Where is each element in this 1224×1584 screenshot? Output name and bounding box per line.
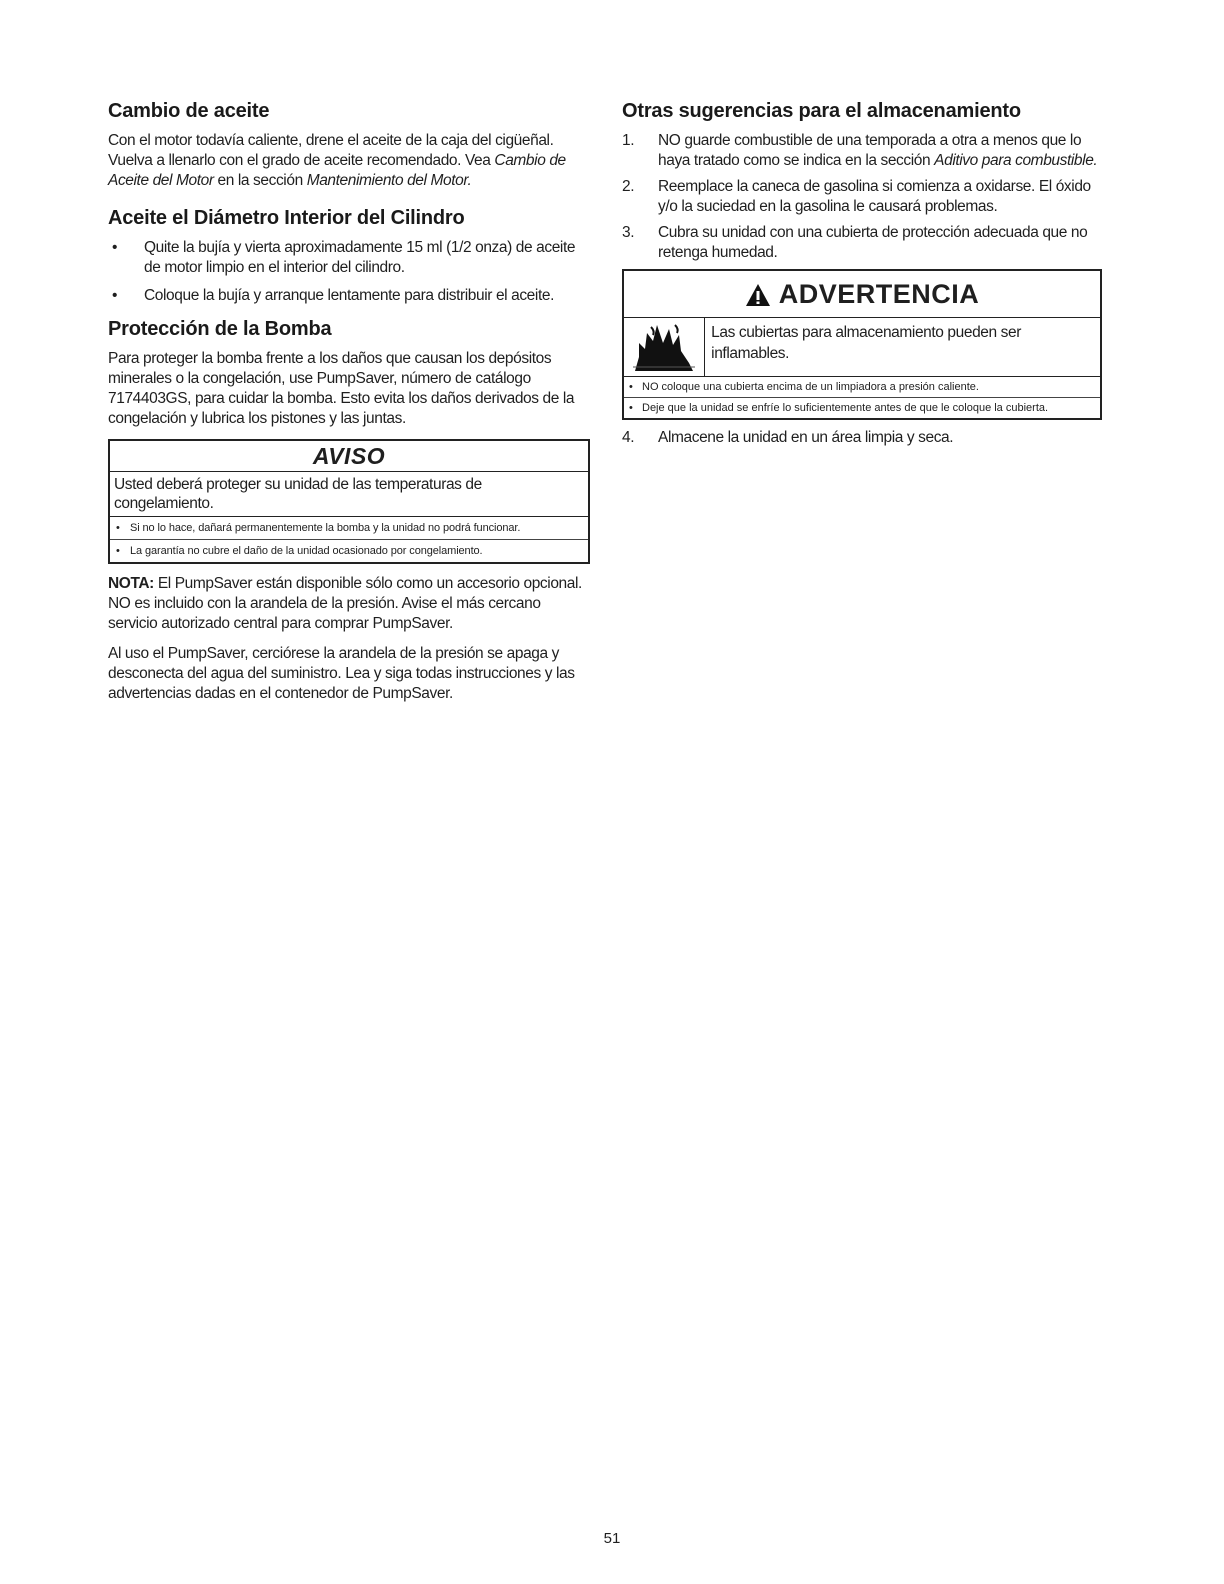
notice-box (108, 439, 590, 564)
warning-heading (624, 271, 1100, 318)
warning-item-text: Deje que la unidad se enfríe lo suficientemente antes de que le coloque la cubierta. (642, 402, 1049, 414)
bullet-icon: • (116, 522, 120, 534)
list-ref: Aditivo para combustible. (934, 152, 1098, 169)
fire-icon (624, 318, 705, 376)
warning-item-text: NO coloque una cubierta encima de un limpiadora a presión caliente. (642, 381, 979, 393)
notice-heading: AVISO (110, 441, 588, 472)
pump-text: Para proteger la bomba frente a los daños que causan los depósitos minerales o la congelación, use PumpSaver, número de catálogo 7174403GS, para cuidar la bomba. Esto evita los daños derivados de la congelación y lubrica los pistones y las juntas. (108, 350, 575, 427)
list-item (622, 223, 1102, 263)
list-text: Almacene la unidad en un área limpia y seca. (658, 429, 954, 446)
list-number: 3. (622, 224, 635, 241)
bullet-icon: • (629, 402, 633, 414)
list-item (622, 131, 1102, 171)
list-text: Cubra su unidad con una cubierta de protección adecuada que no retenga humedad. (658, 224, 1088, 261)
bullet-icon: • (112, 239, 118, 256)
notice-item-text: La garantía no cubre el daño de la unidad ocasionado por congelamiento. (130, 545, 483, 557)
warning-item (624, 377, 1100, 397)
warning-main (624, 318, 1100, 377)
notice-item (110, 539, 588, 562)
oil-text-b: en la sección (213, 172, 307, 189)
oil-ref-engine-oil: Cambio de Aceite del Motor (108, 152, 566, 189)
note-label: NOTA: (108, 575, 154, 592)
list-text: NO guarde combustible de una temporada a otra a menos que lo haya tratado como se indica en la sección (658, 132, 1082, 169)
list-item (622, 428, 1102, 448)
notice-body: Usted deberá proteger su unidad de las temperaturas de congelamiento. (110, 472, 588, 517)
section-title-storage: Otras sugerencias para el almacenamiento (622, 100, 1021, 122)
final-paragraph: Al uso el PumpSaver, cerciórese la arandela de la presión se apaga y desconecta del agua del suministro. Lea y siga todas instrucciones y las advertencias dadas en el contenedor de PumpSaver. (108, 645, 575, 702)
note-paragraph (108, 574, 590, 634)
oil-ref-maintenance: Mantenimiento del Motor. (306, 172, 472, 189)
notice-item (110, 517, 588, 539)
warning-box (622, 269, 1102, 420)
notice-item-text: Si no lo hace, dañará permanentemente la bomba y la unidad no podrá funcionar. (130, 522, 521, 534)
page-number: 51 (603, 1530, 621, 1547)
list-text: Reemplace la caneca de gasolina si comienza a oxidarse. El óxido y/o la suciedad en la gasolina le causará problemas. (658, 178, 1091, 215)
storage-list-continued (622, 428, 1102, 448)
section-title-oil-change: Cambio de aceite (108, 100, 270, 122)
warning-text: Las cubiertas para almacenamiento pueden ser inflamables. (711, 324, 1021, 362)
oil-change-text (108, 131, 590, 191)
warning-item (624, 397, 1100, 418)
oil-text-a: Con el motor todavía caliente, drene el aceite de la caja del cigüeñal. Vuelva a llenarlo con el grado de aceite recomendado. Vea (108, 132, 554, 169)
storage-list (622, 131, 1102, 263)
list-number: 2. (622, 178, 635, 195)
warning-triangle-icon (745, 283, 771, 307)
list-item (622, 177, 1102, 217)
note-text: El PumpSaver están disponible sólo como un accesorio opcional. NO es incluido con la arandela de la presión. Avise el más cercano servicio autorizado central para comprar PumpSaver. (108, 575, 582, 632)
list-item (108, 286, 590, 306)
section-title-pump: Protección de la Bomba (108, 318, 332, 340)
warning-heading-text: ADVERTENCIA (778, 279, 980, 309)
bullet-icon: • (112, 287, 118, 304)
cylinder-bullets (108, 238, 590, 306)
list-item (108, 238, 590, 278)
bullet-icon: • (116, 545, 120, 557)
bullet-icon: • (629, 381, 633, 393)
bullet-text: Coloque la bujía y arranque lentamente para distribuir el aceite. (144, 287, 554, 304)
right-column (622, 100, 1102, 454)
bullet-text: Quite la bujía y vierta aproximadamente 15 ml (1/2 onza) de aceite de motor limpio en el interior del cilindro. (144, 239, 576, 276)
list-number: 4. (622, 429, 635, 446)
section-title-cylinder: Aceite el Diámetro Interior del Cilindro (108, 207, 465, 229)
list-number: 1. (622, 132, 635, 149)
left-column (108, 100, 590, 714)
